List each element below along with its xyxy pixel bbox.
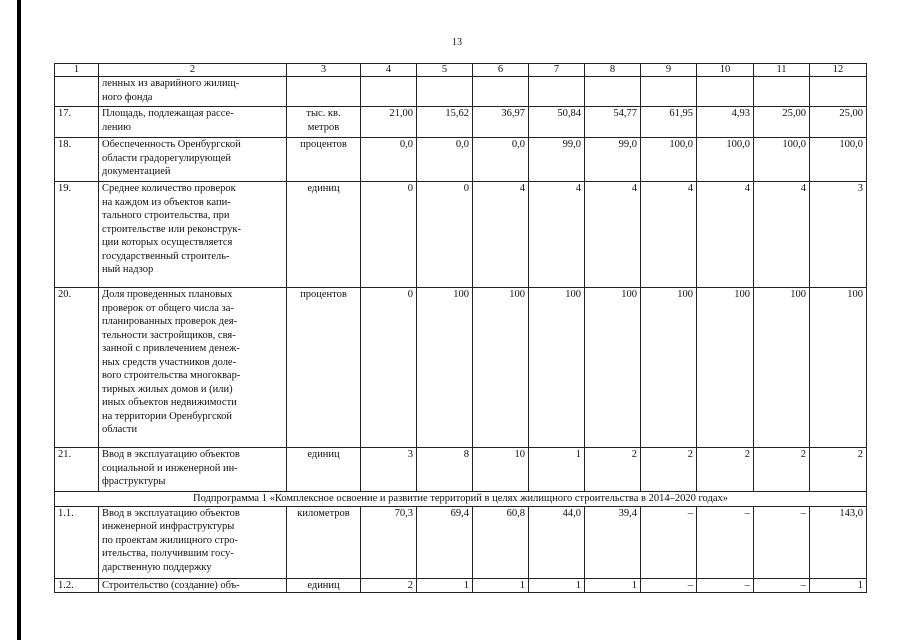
value-cell: 70,3 bbox=[361, 506, 417, 578]
column-header: 5 bbox=[417, 64, 473, 77]
column-header: 10 bbox=[697, 64, 754, 77]
indicator-name: Среднее количество проверок на каждом из объектов капи- тального строительства, при строительстве или реконструк- ции которых осуществляется государственный строитель- ный надзор bbox=[99, 182, 287, 288]
value-cell: 1 bbox=[585, 578, 641, 593]
value-cell: 4 bbox=[473, 182, 529, 288]
table-row bbox=[55, 77, 867, 107]
value-cell: 100 bbox=[810, 288, 867, 448]
table-header-row bbox=[55, 64, 867, 77]
value-cell: 21,00 bbox=[361, 107, 417, 138]
value-cell bbox=[529, 77, 585, 107]
value-cell: 100,0 bbox=[754, 138, 810, 182]
value-cell bbox=[473, 77, 529, 107]
value-cell: 10 bbox=[473, 448, 529, 492]
value-cell: 100 bbox=[473, 288, 529, 448]
value-cell: 100 bbox=[417, 288, 473, 448]
value-cell: 100 bbox=[754, 288, 810, 448]
row-index bbox=[55, 77, 99, 107]
row-index: 21. bbox=[55, 448, 99, 492]
value-cell bbox=[417, 77, 473, 107]
column-header: 6 bbox=[473, 64, 529, 77]
value-cell: 4 bbox=[585, 182, 641, 288]
value-cell: 4,93 bbox=[697, 107, 754, 138]
column-header: 4 bbox=[361, 64, 417, 77]
value-cell: 2 bbox=[754, 448, 810, 492]
value-cell: 100 bbox=[641, 288, 697, 448]
value-cell: 1 bbox=[529, 578, 585, 593]
indicators-table bbox=[54, 63, 867, 593]
row-index: 1.1. bbox=[55, 506, 99, 578]
value-cell: 100,0 bbox=[641, 138, 697, 182]
table-row bbox=[55, 107, 867, 138]
indicator-name: Доля проведенных плановых проверок от общего числа за- планированных проверок дея- тельности застройщиков, свя- занной с привлечением денеж- ных средств участников доле- вого строительства многоквар- тирных жилых домов и (или) иных объектов недвижимости на территории Оренбургской области bbox=[99, 288, 287, 448]
column-header: 8 bbox=[585, 64, 641, 77]
value-cell: 69,4 bbox=[417, 506, 473, 578]
value-cell: 100 bbox=[697, 288, 754, 448]
column-header: 3 bbox=[287, 64, 361, 77]
value-cell: 1 bbox=[417, 578, 473, 593]
value-cell: 4 bbox=[754, 182, 810, 288]
value-cell: – bbox=[697, 506, 754, 578]
indicator-name: Обеспеченность Оренбургской области градорегулирующей документацией bbox=[99, 138, 287, 182]
value-cell: – bbox=[754, 578, 810, 593]
column-header: 2 bbox=[99, 64, 287, 77]
value-cell: 2 bbox=[585, 448, 641, 492]
value-cell: 4 bbox=[641, 182, 697, 288]
value-cell: – bbox=[697, 578, 754, 593]
value-cell: 0 bbox=[361, 288, 417, 448]
value-cell: 0,0 bbox=[417, 138, 473, 182]
value-cell: 1 bbox=[810, 578, 867, 593]
value-cell: 25,00 bbox=[810, 107, 867, 138]
value-cell: 100,0 bbox=[697, 138, 754, 182]
value-cell: 100,0 bbox=[810, 138, 867, 182]
indicator-name: Ввод в эксплуатацию объектов инженерной инфраструктуры по проектам жилищного стро- ительства, получившим госу- дарственную поддержку bbox=[99, 506, 287, 578]
unit-cell: километров bbox=[287, 506, 361, 578]
value-cell: – bbox=[641, 506, 697, 578]
value-cell: 2 bbox=[810, 448, 867, 492]
unit-cell: тыс. кв. метров bbox=[287, 107, 361, 138]
unit-cell: единиц bbox=[287, 448, 361, 492]
value-cell: 100 bbox=[585, 288, 641, 448]
value-cell: 3 bbox=[361, 448, 417, 492]
value-cell: 99,0 bbox=[585, 138, 641, 182]
subprogram-title: Подпрограмма 1 «Комплексное освоение и развитие территорий в целях жилищного строительства в 2014–2020 годах» bbox=[55, 492, 867, 507]
table-row bbox=[55, 448, 867, 492]
table-row bbox=[55, 506, 867, 578]
column-header: 11 bbox=[754, 64, 810, 77]
value-cell: 61,95 bbox=[641, 107, 697, 138]
table-row bbox=[55, 182, 867, 288]
value-cell bbox=[754, 77, 810, 107]
row-index: 18. bbox=[55, 138, 99, 182]
value-cell: 100 bbox=[529, 288, 585, 448]
row-index: 19. bbox=[55, 182, 99, 288]
column-header: 9 bbox=[641, 64, 697, 77]
value-cell bbox=[361, 77, 417, 107]
value-cell: – bbox=[754, 506, 810, 578]
row-index: 1.2. bbox=[55, 578, 99, 593]
scan-left-edge bbox=[17, 0, 21, 640]
unit-cell bbox=[287, 77, 361, 107]
value-cell: 15,62 bbox=[417, 107, 473, 138]
value-cell bbox=[641, 77, 697, 107]
indicator-name: Ввод в эксплуатацию объектов социальной и инженерной ин- фраструктуры bbox=[99, 448, 287, 492]
value-cell: 0,0 bbox=[361, 138, 417, 182]
unit-cell: процентов bbox=[287, 288, 361, 448]
value-cell: 1 bbox=[529, 448, 585, 492]
indicator-name: Строительство (создание) объ- bbox=[99, 578, 287, 593]
value-cell: 2 bbox=[641, 448, 697, 492]
value-cell: 1 bbox=[473, 578, 529, 593]
value-cell bbox=[810, 77, 867, 107]
value-cell: 60,8 bbox=[473, 506, 529, 578]
value-cell: 4 bbox=[529, 182, 585, 288]
value-cell: 44,0 bbox=[529, 506, 585, 578]
column-header: 12 bbox=[810, 64, 867, 77]
table-row bbox=[55, 288, 867, 448]
value-cell: 143,0 bbox=[810, 506, 867, 578]
table-row bbox=[55, 138, 867, 182]
row-index: 20. bbox=[55, 288, 99, 448]
value-cell: 25,00 bbox=[754, 107, 810, 138]
column-header: 1 bbox=[55, 64, 99, 77]
value-cell bbox=[585, 77, 641, 107]
value-cell: 2 bbox=[361, 578, 417, 593]
row-index: 17. bbox=[55, 107, 99, 138]
value-cell: 0 bbox=[361, 182, 417, 288]
value-cell: 4 bbox=[697, 182, 754, 288]
unit-cell: единиц bbox=[287, 578, 361, 593]
unit-cell: единиц bbox=[287, 182, 361, 288]
page-number: 13 bbox=[452, 37, 462, 48]
value-cell: 0 bbox=[417, 182, 473, 288]
value-cell: 39,4 bbox=[585, 506, 641, 578]
unit-cell: процентов bbox=[287, 138, 361, 182]
value-cell: 0,0 bbox=[473, 138, 529, 182]
value-cell: 3 bbox=[810, 182, 867, 288]
column-header: 7 bbox=[529, 64, 585, 77]
subprogram-row bbox=[55, 492, 867, 507]
table-row bbox=[55, 578, 867, 593]
indicator-name: ленных из аварийного жилищ- ного фонда bbox=[99, 77, 287, 107]
value-cell: 2 bbox=[697, 448, 754, 492]
value-cell: 36,97 bbox=[473, 107, 529, 138]
value-cell: 50,84 bbox=[529, 107, 585, 138]
value-cell: 99,0 bbox=[529, 138, 585, 182]
indicator-name: Площадь, подлежащая рассе- лению bbox=[99, 107, 287, 138]
value-cell bbox=[697, 77, 754, 107]
value-cell: 8 bbox=[417, 448, 473, 492]
value-cell: – bbox=[641, 578, 697, 593]
value-cell: 54,77 bbox=[585, 107, 641, 138]
